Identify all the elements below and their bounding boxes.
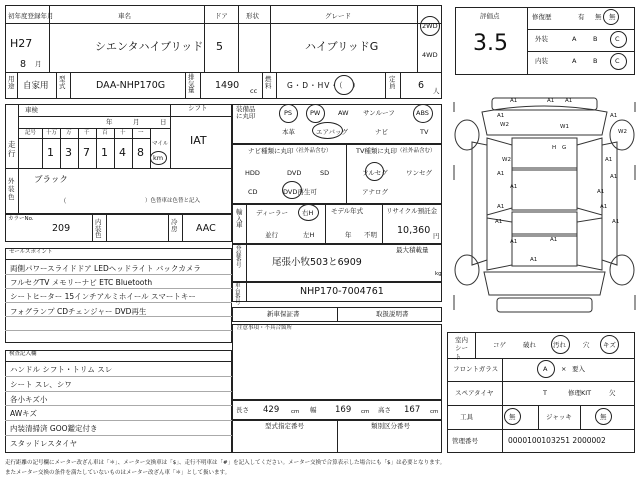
width-label: 幅 <box>310 406 317 414</box>
equipment-title: 装備品に丸印 <box>236 105 256 121</box>
digit-label: 百 <box>102 130 108 136</box>
reg-month-unit: 月 <box>35 60 42 68</box>
car-name: シエンタハイブリッド <box>95 40 204 53</box>
new-car-warranty: 新車保証書 <box>267 310 300 318</box>
damage-label: W2 <box>618 129 627 135</box>
recycle-label: リサイクル預託金 <box>386 207 438 215</box>
height: 167 <box>404 405 421 415</box>
import-left-h: 左H <box>303 231 315 239</box>
type-label: 型式指定番号 <box>265 422 304 430</box>
inspector-line: 各小キズ小 <box>10 395 48 404</box>
sales-line: 両側パワースライドドア LEDヘッドライト バックカメラ <box>10 264 201 273</box>
drive-2wd: 2WD <box>422 22 438 30</box>
exterior-grade-label: 外装 <box>535 35 548 43</box>
grade-label: グレード <box>325 12 351 20</box>
repair-option-none-text: 無 <box>609 13 616 21</box>
navi-note: （社外品含む） <box>293 148 332 154</box>
load-kg: kg <box>435 271 442 277</box>
reg-month: 8 <box>20 59 27 70</box>
damage-label: W2 <box>500 122 509 128</box>
equipment-abs: ABS <box>416 109 429 117</box>
recycle-amount: 10,360 <box>397 225 431 236</box>
damage-label: A1 <box>497 113 505 119</box>
interior-grade-label: 内装 <box>535 57 548 65</box>
height-unit: cm <box>430 409 439 415</box>
reg-era: H27 <box>10 37 33 50</box>
damage-label: A1 <box>605 157 613 163</box>
length-unit: cm <box>291 409 300 415</box>
usage: 自家用 <box>23 81 49 91</box>
model-year-unknown: 不明 <box>364 231 377 239</box>
class-label: 類別区分番号 <box>371 422 410 430</box>
exterior-color: ブラック <box>34 175 68 185</box>
seat-option: 汚れ <box>553 341 566 349</box>
damage-label: G <box>562 145 567 151</box>
damage-label: A1 <box>610 174 618 180</box>
import-right-h: 右H <box>302 209 314 217</box>
import-dealer: ディーラー <box>256 209 288 217</box>
damage-label: A1 <box>550 237 558 243</box>
seat-option: 穴 <box>583 341 590 349</box>
navi-dvd: DVD <box>287 169 302 177</box>
mileage-digit: 4 <box>119 146 126 159</box>
repair-label: 修復歴 <box>532 13 552 21</box>
paren-open: （ <box>60 197 67 205</box>
damage-label: H <box>552 145 557 151</box>
sales-line: フォグランプ CDチェンジャー DVD再生 <box>10 307 147 316</box>
mileage-digit: 8 <box>137 146 144 159</box>
equipment-aw: AW <box>338 109 349 117</box>
footer-line-2: またメーター交換の条件を満たしていないものはメーター改ざん車「＊」として扱います。 <box>5 470 231 476</box>
unit-mile: マイル <box>152 141 169 147</box>
repair-option: 有 <box>578 13 585 21</box>
mileage-digit: 1 <box>101 146 108 159</box>
equipment-navi: ナビ <box>375 128 388 136</box>
tv-oneseg: ワンセグ <box>406 169 432 177</box>
tools-label: 工具 <box>460 413 473 421</box>
seat-option: 破れ <box>523 341 536 349</box>
jack-label: ジャッキ <box>546 413 572 421</box>
drive-4wd: 4WD <box>422 51 438 59</box>
navi-title: ナビ種類に丸印 <box>248 147 294 155</box>
damage-label: W1 <box>560 124 569 130</box>
digit-label: 一 <box>138 130 144 136</box>
grade-c: C <box>615 35 620 43</box>
cooler-label: 冷房 <box>171 218 178 233</box>
fuel-hv-circle <box>334 75 354 95</box>
cooler: AAC <box>196 223 216 234</box>
grade-a: A <box>572 35 577 43</box>
doors: 5 <box>216 40 223 53</box>
damage-label: A1 <box>597 189 605 195</box>
digit-label: 十 <box>120 130 126 136</box>
damage-label: A1 <box>530 257 538 263</box>
seat-option: コゲ <box>493 341 506 349</box>
color-no-label: カラーNo. <box>8 216 34 222</box>
equipment-airbag: エアバッグ <box>316 128 348 136</box>
equipment-leather: 本革 <box>282 128 295 136</box>
length: 429 <box>263 405 280 415</box>
tv-note: （社外品含む） <box>397 148 436 154</box>
damage-label: A1 <box>510 184 518 190</box>
damage-label: A1 <box>497 204 505 210</box>
navi-cd: CD <box>248 188 258 196</box>
inspection-label: 車検 <box>25 106 38 114</box>
sales-line: フルセグTV メモリーナビ ETC Bluetooth <box>10 278 153 287</box>
tools-none: 無 <box>509 413 516 421</box>
interior-color-label: 内装色 <box>95 218 102 239</box>
digit-label: 千 <box>84 130 90 136</box>
spare-repair-kit: 修理KIT <box>568 389 592 397</box>
repair-option-none: 無 <box>595 13 602 21</box>
inspection-month-unit: 月 <box>133 118 140 126</box>
color-change-note: ）色替車は色替と記入 <box>145 198 201 204</box>
interior-seat-label: 室内シート <box>455 336 468 361</box>
navi-dvd-play: DVD再生可 <box>283 188 317 196</box>
damage-label: A1 <box>510 98 518 104</box>
inspector-line: ハンドル シフト・トリム スレ <box>10 365 113 374</box>
windshield-label: フロントガラス <box>453 365 499 373</box>
cc-unit: cc <box>250 87 258 95</box>
displacement-label: 排気量 <box>188 73 195 94</box>
spare-t: T <box>543 389 547 397</box>
damage-label: W2 <box>502 157 511 163</box>
import-label: 輸入車 <box>236 208 243 229</box>
inspector-title: 検査記入欄 <box>9 351 37 357</box>
inspector-line: AWキズ <box>10 409 37 418</box>
digit-label: 十万 <box>46 130 58 136</box>
digit-label: 万 <box>66 130 72 136</box>
doors-label: ドア <box>215 12 228 20</box>
damage-label: A1 <box>600 204 608 210</box>
length-label: 長さ <box>236 406 249 414</box>
model: DAA-NHP170G <box>96 80 166 91</box>
grade-b: B <box>593 57 598 65</box>
damage-label: A1 <box>612 219 620 225</box>
grade-a: A <box>572 57 577 65</box>
equipment-sunroof: サンルーフ <box>363 109 395 117</box>
footer-line-1: 走行距離の記号欄にメーター改ざん車は「＊」、メーター交換車は「$」、走行不明車は「#」を記入してください。メーター交換で合算表示した場合にも「$」は必要となります。 <box>5 460 446 466</box>
mileage-digit: 3 <box>65 146 72 159</box>
chassis-number: NHP170-7004761 <box>300 286 384 297</box>
damage-label: A1 <box>497 171 505 177</box>
damage-label: A1 <box>495 219 503 225</box>
sales-title: セールスポイント <box>9 249 53 255</box>
windshield-a: A <box>543 365 548 373</box>
mileage-digit: 7 <box>83 146 90 159</box>
model-label: 型式 <box>59 75 66 90</box>
load-label: 最大積載量 <box>396 246 429 254</box>
mgmt-number: 0000100103251 2000002 <box>508 436 606 445</box>
capacity-label: 定員 <box>389 75 396 90</box>
fuel-options: G・D・HV・（ ） <box>287 81 361 90</box>
notes-title: 注意事項・不具合箇所 <box>237 325 293 331</box>
windshield-x: × <box>561 365 567 373</box>
spare-label: スペアタイヤ <box>455 389 494 397</box>
color-no: 209 <box>52 223 71 234</box>
grade-c: C <box>615 57 620 65</box>
damage-label: A1 <box>565 98 573 104</box>
car-name-label: 車名 <box>118 12 131 20</box>
inspection-year-unit: 年 <box>106 118 113 126</box>
grade-b: B <box>593 35 598 43</box>
car-damage-diagram <box>452 90 637 330</box>
jack-none: 無 <box>600 413 607 421</box>
windshield-kaname: 要入 <box>572 365 585 373</box>
damage-label: A1 <box>510 239 518 245</box>
inspector-line: スタッドレスタイヤ <box>10 439 78 448</box>
navi-hdd: HDD <box>245 169 260 177</box>
registration-plate: 尾張小牧503と6909 <box>272 257 362 268</box>
model-year-label: モデル年式 <box>331 207 364 215</box>
shape-label: 形状 <box>246 12 259 20</box>
chassis-label: 車台番号 <box>235 283 241 306</box>
inspection-day-unit: 日 <box>160 118 167 126</box>
width-unit: cm <box>361 409 370 415</box>
tv-title: TV種類に丸印 <box>356 147 397 155</box>
displacement: 1490 <box>215 80 240 91</box>
usage-label: 用途 <box>8 75 15 90</box>
width: 169 <box>335 405 352 415</box>
manual: 取扱説明書 <box>376 310 409 318</box>
inspector-line: シート スレ、シワ <box>10 380 72 389</box>
tv-analog: アナログ <box>362 188 388 196</box>
digit-label: 記号 <box>25 130 37 136</box>
height-label: 高さ <box>378 406 391 414</box>
seat-option: キズ <box>603 341 616 349</box>
mgmt-label: 管理番号 <box>452 437 478 445</box>
fuel-label: 燃料 <box>265 75 272 90</box>
registration-label: 登録番号 <box>236 246 242 269</box>
grade: ハイブリッドG <box>305 40 379 53</box>
equipment-ps: PS <box>284 109 293 117</box>
model-year-unit: 年 <box>345 231 352 239</box>
recycle-yen: 円 <box>433 232 440 240</box>
inspector-line: 内装清掃済 GOO鑑定付き <box>10 424 98 433</box>
sales-line: シートヒーター 15インチアルミホイール スマートキー <box>10 292 196 301</box>
score-value: 3.5 <box>473 31 508 56</box>
tv-fullseg: フルセグ <box>362 169 388 177</box>
unit-km: km <box>153 154 164 162</box>
import-parallel: 並行 <box>265 231 278 239</box>
navi-sd: SD <box>320 169 330 177</box>
reg-date-label: 初年度登録年月 <box>8 12 54 20</box>
equipment-pw: PW <box>310 109 321 117</box>
score-label: 評価点 <box>480 12 500 20</box>
travel-label: 走行 <box>8 140 16 158</box>
person-unit: 人 <box>433 87 440 95</box>
mileage-digit: 1 <box>47 146 54 159</box>
spare-missing: 欠 <box>609 389 616 397</box>
exterior-color-label: 外装色 <box>8 177 15 201</box>
notes-box <box>232 324 442 400</box>
damage-label: A1 <box>547 98 555 104</box>
equipment-tv: TV <box>420 128 429 136</box>
damage-label: A1 <box>610 113 618 119</box>
shift: IAT <box>190 134 207 147</box>
capacity: 6 <box>418 80 425 91</box>
shift-label: シフト <box>188 104 208 112</box>
